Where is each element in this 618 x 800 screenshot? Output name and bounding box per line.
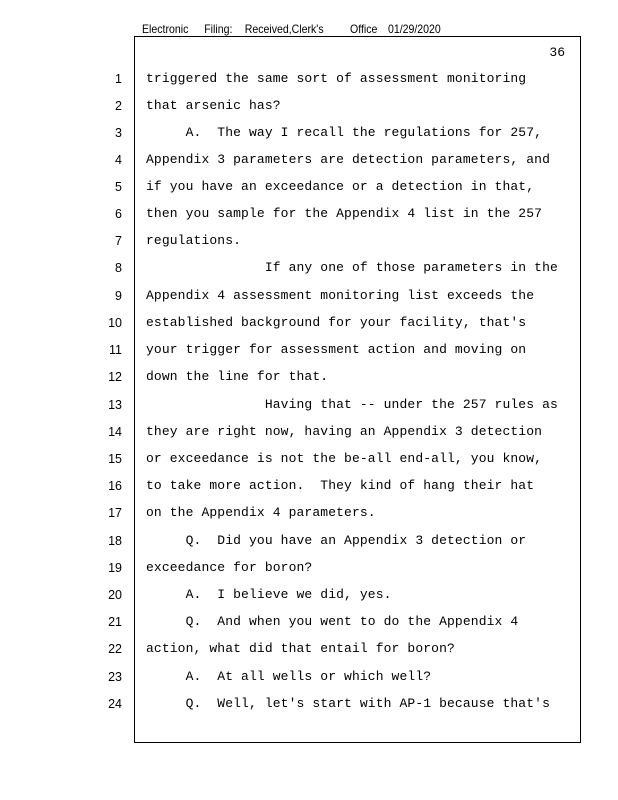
line-text: triggered the same sort of assessment monitoring [146,71,527,86]
line-text: on the Appendix 4 parameters. [146,505,376,520]
line-text: or exceedance is not the be-all end-all, you know, [146,451,543,466]
header-filing-label: Filing: [204,22,233,36]
line-text: A. I believe we did, yes. [146,587,392,602]
line-number: 5 [115,180,122,194]
line-number: 7 [115,234,122,248]
line-text: Q. And when you went to do the Appendix 4 [146,614,519,629]
line-number: 21 [108,615,122,629]
line-text: exceedance for boron? [146,560,313,575]
line-number: 14 [108,425,122,439]
line-number: 10 [108,316,122,330]
line-number: 17 [108,506,122,520]
line-number: 3 [115,126,122,140]
line-number: 24 [108,697,122,711]
line-text: A. The way I recall the regulations for 257, [146,125,543,140]
line-text: then you sample for the Appendix 4 list in the 257 [146,206,543,221]
line-number: 15 [108,452,122,466]
line-text: Appendix 3 parameters are detection parameters, and [146,152,550,167]
line-number: 13 [108,398,122,412]
line-text: down the line for that. [146,369,329,384]
line-text: Appendix 4 assessment monitoring list exceeds the [146,288,535,303]
line-number: 9 [115,289,122,303]
line-number: 1 [115,72,122,86]
line-text: they are right now, having an Appendix 3 detection [146,424,543,439]
line-number: 18 [108,534,122,548]
line-number: 11 [109,343,122,357]
line-text: Q. Did you have an Appendix 3 detection or [146,533,527,548]
header-received-label: Received,Clerk's [244,22,324,36]
line-text: Q. Well, let's start with AP-1 because that's [146,696,550,711]
line-text: to take more action. They kind of hang their hat [146,478,535,493]
line-number: 20 [108,588,122,602]
line-number: 2 [115,99,122,113]
header-office-label: Office [349,22,378,36]
line-text: established background for your facility, that's [146,315,527,330]
line-text: Having that -- under the 257 rules as [146,397,558,412]
line-number: 16 [108,479,122,493]
line-number: 23 [108,670,122,684]
line-text: regulations. [146,233,242,248]
transcript-page-border [134,36,581,743]
line-number: 4 [115,153,122,167]
line-text: if you have an exceedance or a detection in that, [146,179,535,194]
header-electronic-label: Electronic [142,22,189,36]
page-number: 36 [549,45,565,60]
line-text: that arsenic has? [146,98,281,113]
line-text: action, what did that entail for boron? [146,641,455,656]
header-filing-date: 01/29/2020 [387,22,441,36]
line-text: If any one of those parameters in the [146,260,558,275]
line-number: 6 [115,207,122,221]
line-text: your trigger for assessment action and moving on [146,342,527,357]
line-number: 19 [108,561,122,575]
line-number: 8 [115,261,122,275]
line-number: 22 [108,642,122,656]
line-number: 12 [108,370,122,384]
line-text: A. At all wells or which well? [146,669,432,684]
